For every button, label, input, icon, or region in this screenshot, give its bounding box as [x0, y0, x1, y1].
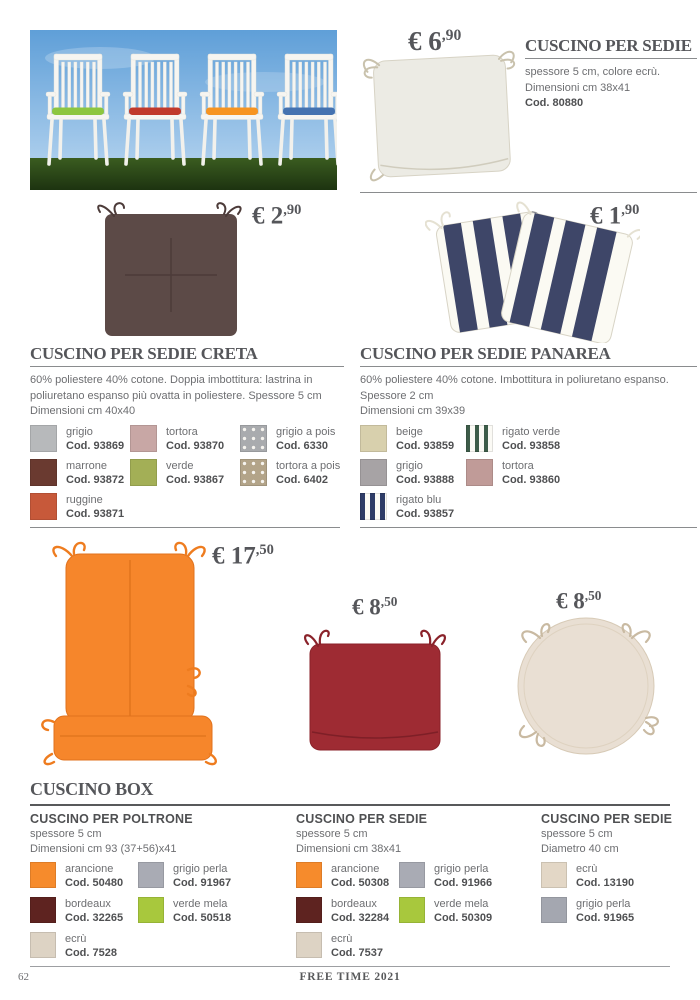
price-panarea: € $1^{,90}$ — [590, 202, 640, 230]
chairs-photo — [30, 30, 337, 190]
box-col-spessore: spessore 5 cm — [541, 828, 613, 840]
box-col-title: CUSCINO PER SEDIE — [296, 812, 428, 826]
swatch-grigio: grigio Cod. 93888 — [360, 459, 466, 487]
top-product-title: CUSCINO PER SEDIE — [525, 36, 692, 55]
title-rule — [30, 366, 344, 367]
color-chip — [138, 897, 164, 923]
box-col-title: CUSCINO PER SEDIE — [541, 812, 673, 826]
footer-rule — [30, 966, 670, 967]
color-chip — [360, 425, 387, 452]
creta-dimensions: Dimensioni cm 40x40 — [30, 405, 136, 417]
swatch-bordeaux: bordeaux Cod. 32284 — [296, 897, 399, 925]
box-col-dimensions: Dimensioni cm 38x41 — [296, 842, 402, 855]
color-chip — [360, 493, 387, 520]
color-chip — [30, 932, 56, 958]
divider-mid-left — [30, 527, 340, 528]
color-chip — [30, 897, 56, 923]
top-product-desc1: spessore 5 cm, colore ecrù. — [525, 66, 661, 78]
bordeaux-cushion-image — [298, 620, 453, 762]
box-col-dimensions: Diametro 40 cm — [541, 842, 619, 855]
color-chip — [30, 493, 57, 520]
color-chip — [296, 862, 322, 888]
box-col-poltrone — [30, 812, 286, 960]
color-chip — [541, 862, 567, 888]
swatch-verde: verde Cod. 93867 — [130, 459, 240, 487]
swatch-grigio: grigio Cod. 93869 — [30, 425, 130, 453]
swatch-grigio-perla: grigio perla Cod. 91966 — [399, 862, 531, 890]
price-tonde: € $8^{,50}$ — [556, 588, 602, 614]
divider-top-right — [360, 192, 697, 193]
swatch-beige: beige Cod. 93859 — [360, 425, 466, 453]
footer-page-number: 62 — [18, 971, 29, 983]
swatch-ecru: ecrù Cod. 7537 — [296, 932, 399, 960]
box-col-title: CUSCINO PER POLTRONE — [30, 812, 193, 826]
divider-mid-right — [360, 527, 697, 528]
creta-description: 60% poliestere 40% cotone. Doppia imbottitura: lastrina in poliuretano espanso più ovatta in poliestere. Spessore 5 cm — [30, 374, 322, 402]
top-product-info — [525, 36, 697, 112]
round-cushion-image — [502, 606, 667, 764]
color-chip — [466, 459, 493, 486]
swatch-grigio-perla: grigio perla Cod. 91965 — [541, 897, 697, 925]
swatch-arancione: arancione Cod. 50480 — [30, 862, 138, 890]
swatch-grigio-perla: grigio perla Cod. 91967 — [138, 862, 278, 890]
color-chip — [399, 897, 425, 923]
swatch-tortora: tortora Cod. 93860 — [466, 459, 626, 487]
swatch-rigato-blu: rigato blu Cod. 93857 — [360, 493, 466, 521]
box-sedie-swatches — [296, 862, 531, 960]
swatch-marrone: marrone Cod. 93872 — [30, 459, 130, 487]
box-poltrone-swatches — [30, 862, 286, 960]
creta-cushion-image — [80, 198, 255, 343]
title-rule — [525, 58, 697, 59]
box-heading: CUSCINO BOX — [30, 779, 154, 799]
top-product-cod: Cod. 80880 — [525, 97, 584, 109]
creta-swatches — [30, 425, 344, 521]
color-chip — [130, 425, 157, 452]
panarea-swatches — [360, 425, 697, 521]
color-chip — [30, 425, 57, 452]
swatch-grigio-a-pois: grigio a pois Cod. 6330 — [240, 425, 342, 453]
box-col-spessore: spessore 5 cm — [30, 828, 102, 840]
color-chip — [30, 459, 57, 486]
swatch-arancione: arancione Cod. 50308 — [296, 862, 399, 890]
box-heading-rule — [30, 804, 670, 806]
top-product-desc2: Dimensioni cm 38x41 — [525, 81, 631, 94]
box-col-dimensions: Dimensioni cm 93 (37+56)x41 — [30, 842, 177, 855]
swatch-tortora-a-pois: tortora a pois Cod. 6402 — [240, 459, 342, 487]
footer-catalog-title: FREE TIME 2021 — [299, 971, 401, 983]
color-chip — [541, 897, 567, 923]
swatch-ecru: ecrù Cod. 7528 — [30, 932, 138, 960]
creta-section — [30, 344, 344, 521]
panarea-description2: Spessore 2 cm — [360, 389, 434, 402]
color-chip — [30, 862, 56, 888]
swatch-ecru: ecrù Cod. 13190 — [541, 862, 697, 890]
box-tonde-swatches — [541, 862, 697, 925]
panarea-description: 60% poliestere 40% cotone. Imbottitura in poliuretano espanso. — [360, 374, 669, 386]
color-chip — [296, 932, 322, 958]
color-chip — [466, 425, 493, 452]
color-chip — [138, 862, 164, 888]
swatch-verde-mela: verde mela Cod. 50518 — [138, 897, 278, 925]
swatch-verde-mela: verde mela Cod. 50309 — [399, 897, 531, 925]
swatch-bordeaux: bordeaux Cod. 32265 — [30, 897, 138, 925]
color-chip — [240, 459, 267, 486]
color-chip — [360, 459, 387, 486]
swatch-tortora: tortora Cod. 93870 — [130, 425, 240, 453]
price-top-product: € $6^{,90}$ — [408, 26, 462, 56]
color-chip — [130, 459, 157, 486]
box-col-tonde — [541, 812, 697, 925]
color-chip — [296, 897, 322, 923]
poltrona-cushion-image — [38, 538, 218, 770]
box-col-sedie — [296, 812, 531, 960]
panarea-title: CUSCINO PER SEDIE PANAREA — [360, 344, 611, 363]
swatch-rigato-verde: rigato verde Cod. 93858 — [466, 425, 626, 453]
swatch-ruggine: ruggine Cod. 93871 — [30, 493, 130, 521]
price-poltrona: € $17^{,50}$ — [212, 542, 274, 570]
price-creta: € $2^{,90}$ — [252, 202, 302, 230]
panarea-section — [360, 344, 697, 521]
panarea-dimensions: Dimensioni cm 39x39 — [360, 405, 466, 417]
box-col-spessore: spessore 5 cm — [296, 828, 368, 840]
creta-title: CUSCINO PER SEDIE CRETA — [30, 344, 258, 363]
price-sedie: € $8^{,50}$ — [352, 594, 398, 620]
title-rule — [360, 366, 697, 367]
ecru-cushion-image — [360, 44, 525, 192]
color-chip — [399, 862, 425, 888]
color-chip — [240, 425, 267, 452]
